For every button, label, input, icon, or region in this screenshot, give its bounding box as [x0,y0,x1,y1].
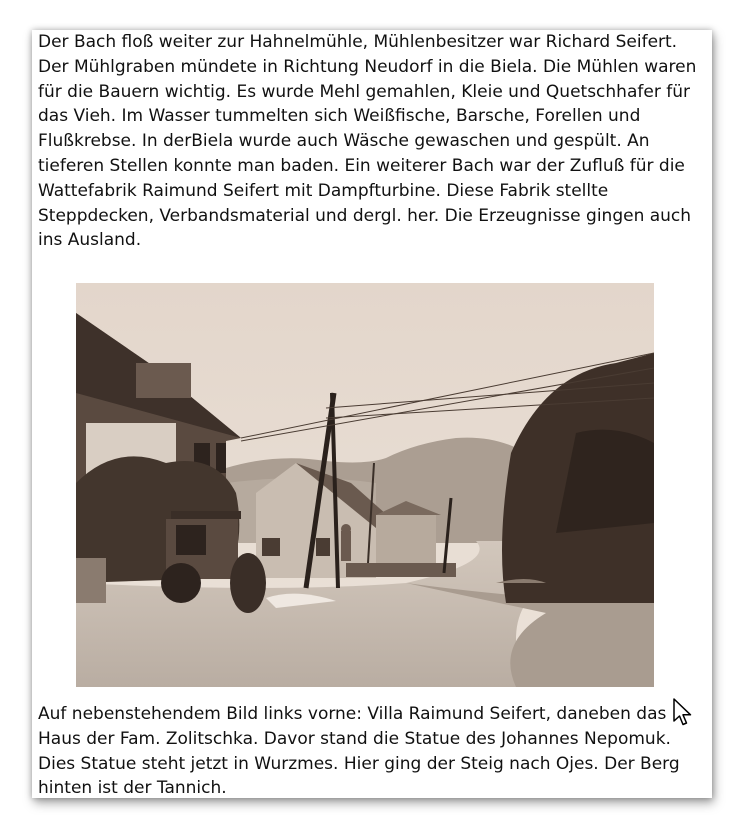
paragraph-bottom: Auf nebenstehendem Bild links vorne: Villa Raimund Seifert, daneben das Haus der Fam. Zolitschka. Davor stand die Statue des Johannes Nepomuk. Dies Statue steht jetzt in Wurzmes. Hier ging der Steig nach Ojes. Der Berg hinten ist der Tannich. [38,704,680,799]
arrow-cursor-icon [672,697,694,729]
statue-nepomuk [341,531,351,561]
paragraph-top: Der Bach floß weiter zur Hahnelmühle, Mühlenbesitzer war Richard Seifert. Der Mühlgraben mündete in Richtung Neudorf in die Biela. Die Mühlen waren für die Bauern wichtig. Es wurde Mehl gemahlen, Kleie und Quetschhafer für das Vieh. Im Wasser tummelten sich Weißfische, Barsche, Forellen und Flußkrebse. In derBiela wurde auch Wäsche gewaschen und gespült. An tieferen Stellen konnte man baden. Ein weiterer Bach war der Zufluß für die Wattefabrik Raimund Seifert mit Dampfturbine. Diese Fabrik stellte Steppdecken, Verbandsmaterial und dergl. her. Die Erzeugnisse gingen auch ins Ausland. [38,32,697,251]
historic-street-photo [76,283,654,687]
document-page [32,30,712,798]
steam-roller [171,511,241,519]
